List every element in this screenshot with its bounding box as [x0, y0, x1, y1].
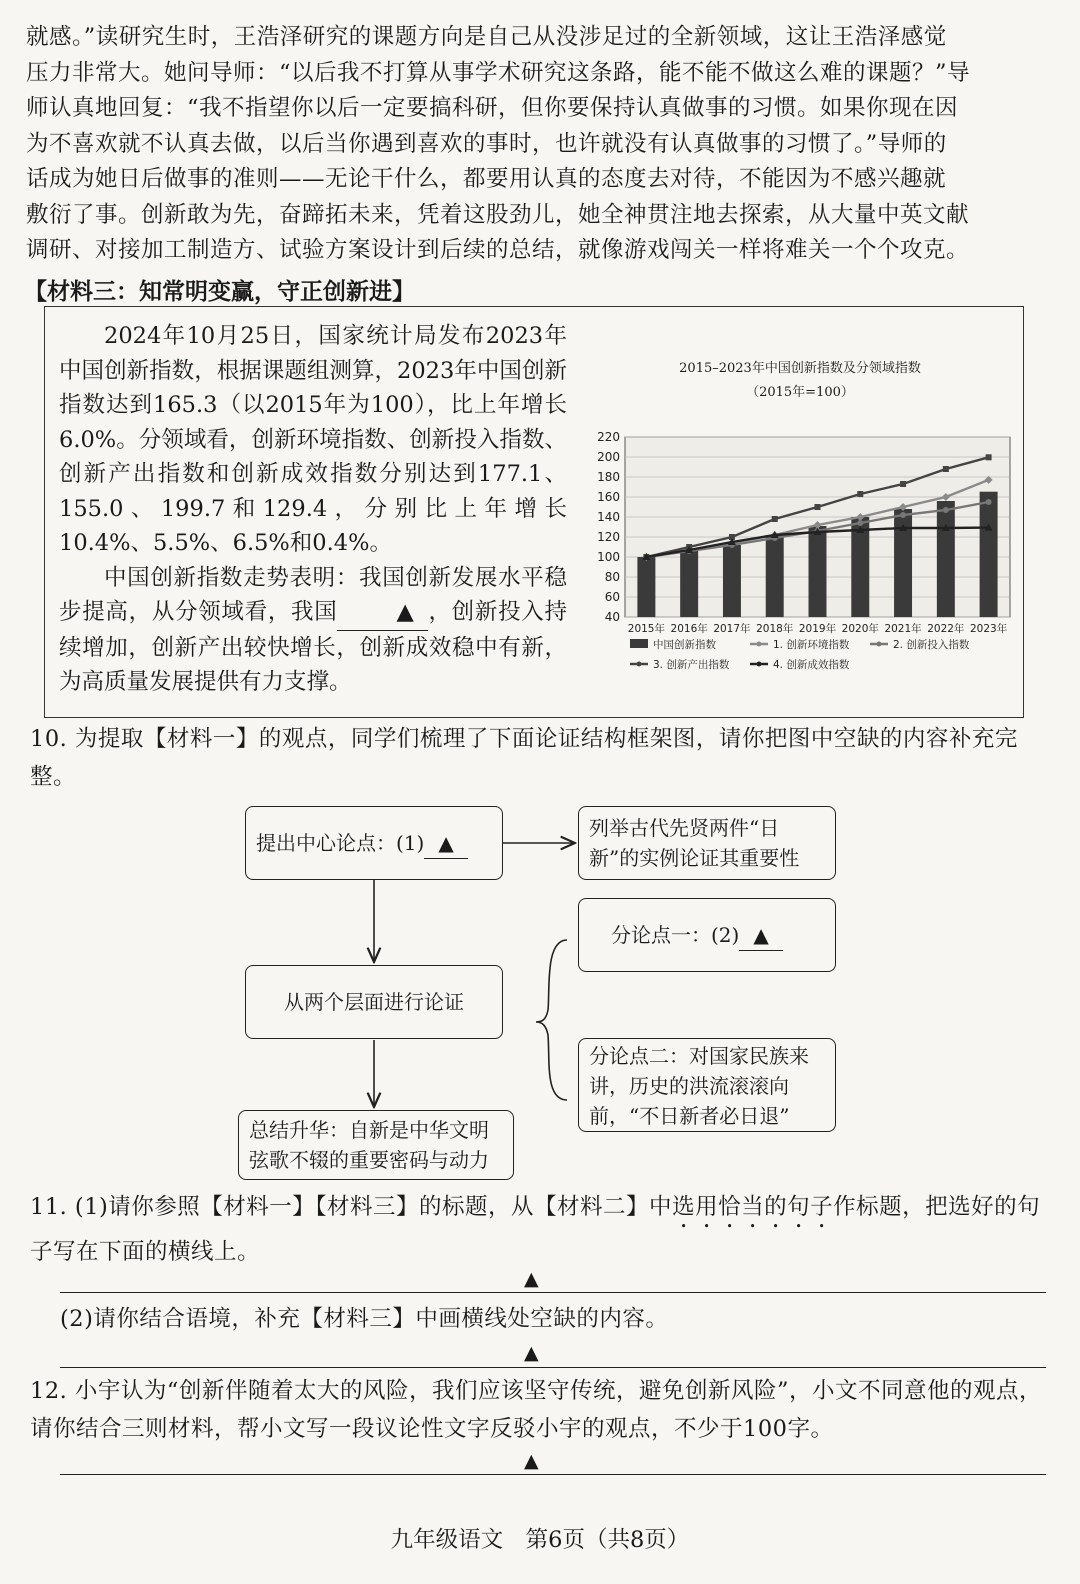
legend-label: 中国创新指数 [653, 639, 716, 651]
answer-line-11-1[interactable] [60, 1292, 1046, 1293]
box-text: 总结升华：自新是中华文明弦歌不辍的重要密码与动力 [249, 1118, 489, 1172]
question-text: 11. (1)请你参照【材料一】【材料三】的标题，从【材料二】中 [30, 1194, 673, 1220]
x-tick-label: 2023年 [969, 623, 1008, 635]
material3-heading: 【材料三：知常明变赢，守正创新进】 [24, 279, 415, 305]
y-tick-label: 60 [604, 590, 620, 604]
paragraph-text: ，创新投入持续增加，创新产出较快增长，创新成效稳中有新，为高质量发展提供有力支撑。 [59, 599, 567, 695]
x-tick-label: 2016年 [670, 623, 708, 635]
y-tick-label: 40 [604, 610, 620, 624]
text-line: 为不喜欢就不认真去做，以后当你遇到喜欢的事时，也许就没有认真做事的习惯了。”导师的 [26, 130, 947, 157]
emphasized-text: 选用恰当的句子 [672, 1194, 834, 1220]
fill-in-blank[interactable]: ▲ [424, 828, 467, 859]
text-line: 师认真地回复：“我不指望你以后一定要搞科研，但你要保持认真做事的习惯。如果你现在因 [26, 95, 959, 121]
y-tick-label: 100 [597, 550, 620, 564]
brace [536, 940, 567, 1100]
text-line: 调研、对接加工制造方、试验方案设计到后续的总结，就像游戏闯关一样将难关一个个攻克。 [26, 237, 970, 263]
question-10-text: 10. 为提取【材料一】的观点，同学们梳理了下面论证结构框架图，请你把图中空缺的内容补充完整。 [30, 726, 1018, 790]
box-text: 列举古代先贤两件“日新”的实例论证其重要性 [589, 816, 800, 870]
y-tick-label: 140 [597, 510, 620, 524]
y-tick-label: 80 [604, 570, 620, 584]
sub-argument-2-box [578, 1038, 836, 1132]
legend-label: 2. 创新投入指数 [893, 639, 970, 651]
material3-paragraph-1: 2024年10月25日，国家统计局发布2023年中国创新指数，根据课题组测算，2023年中国创新指数达到165.3（以2015年为100），比上年增长6.0%。分领域看，创新环境指数、创新投入指数、创新产出指数和创新成效指数分别达到177.1、155.0、199.7和129.4，分别比上年增长10.4%、5.5%、6.5%和0.4%。 [59, 323, 567, 556]
answer-marker: ▲ [524, 1342, 539, 1364]
legend-label: 3. 创新产出指数 [653, 659, 730, 671]
box-text: 分论点二：对国家民族来讲，历史的洪流滚滚向前，“不日新者必日退” [589, 1044, 809, 1128]
box-text: 从两个层面进行论证 [284, 990, 464, 1014]
x-tick-label: 2018年 [756, 623, 794, 635]
examples-box [578, 806, 836, 880]
fill-in-blank[interactable]: ▲ [739, 920, 782, 951]
text-line: 就感。”读研究生时，王浩泽研究的课题方向是自己从没涉足过的全新领域，这让王浩泽感觉 [26, 24, 947, 50]
box-label: 提出中心论点：(1) [256, 831, 425, 855]
answer-line-11-2[interactable] [60, 1367, 1046, 1368]
answer-line-12[interactable] [60, 1474, 1046, 1475]
text-line: 敷衍了事。创新敢为先，奋蹄拓未来，凭着这股劲儿，她全神贯注地去探索，从大量中英文献 [26, 201, 970, 228]
x-tick-label: 2017年 [713, 623, 751, 635]
chart-subtitle: （2015年=100） [746, 385, 854, 400]
sub-argument-1-box [578, 898, 836, 972]
x-tick-label: 2019年 [798, 623, 837, 635]
box-text [256, 828, 492, 859]
box-text [611, 920, 825, 951]
x-tick-label: 2020年 [841, 623, 879, 635]
y-tick-label: 160 [597, 490, 620, 504]
answer-marker: ▲ [524, 1268, 539, 1290]
y-tick-label: 220 [597, 430, 620, 444]
x-tick-label: 2015年 [627, 623, 666, 635]
box-label: 分论点一：(2) [611, 923, 740, 947]
question-11-part-2: (2)请你结合语境，补充【材料三】中画横线处空缺的内容。 [60, 1306, 669, 1332]
page-footer: 九年级语文 第6页（共8页） [390, 1527, 690, 1553]
text-line: 话成为她日后做事的准则——无论干什么，都要用认真的态度去对待，不能因为不感兴趣就 [26, 166, 947, 192]
question-text: 作标题，把选好的句子写在下面的横线上。 [30, 1194, 1041, 1265]
two-levels-box [245, 965, 503, 1039]
x-tick-label: 2021年 [884, 623, 922, 635]
chart-title: 2015–2023年中国创新指数及分领域指数 [679, 361, 921, 376]
question-12-text: 12. 小宇认为“创新伴随着太大的风险，我们应该坚守传统，避免创新风险”，小文不同意他的观点，请你结合三则材料，帮小文写一段议论性文字反驳小宇的观点，不少于100字。 [30, 1378, 1042, 1442]
x-tick-label: 2022年 [927, 623, 965, 635]
legend-label: 4. 创新成效指数 [773, 659, 850, 671]
legend-label: 1. 创新环境指数 [773, 639, 850, 651]
answer-marker: ▲ [524, 1450, 539, 1472]
fill-in-blank[interactable]: ▲ [337, 595, 427, 631]
summary-box [238, 1110, 514, 1180]
text-line: 压力非常大。她问导师：“以后我不打算从事学术研究这条路，能不能不做这么难的课题？”导 [26, 59, 971, 86]
y-tick-label: 200 [597, 450, 620, 464]
y-tick-label: 120 [597, 530, 620, 544]
y-tick-label: 180 [597, 470, 620, 484]
central-argument-box [245, 806, 503, 880]
paragraph-text: 中国创新指数走势表明：我国创新发展水平稳步提高，从分领域看，我国 [59, 564, 567, 625]
question-11-part-1 [30, 1188, 1050, 1271]
